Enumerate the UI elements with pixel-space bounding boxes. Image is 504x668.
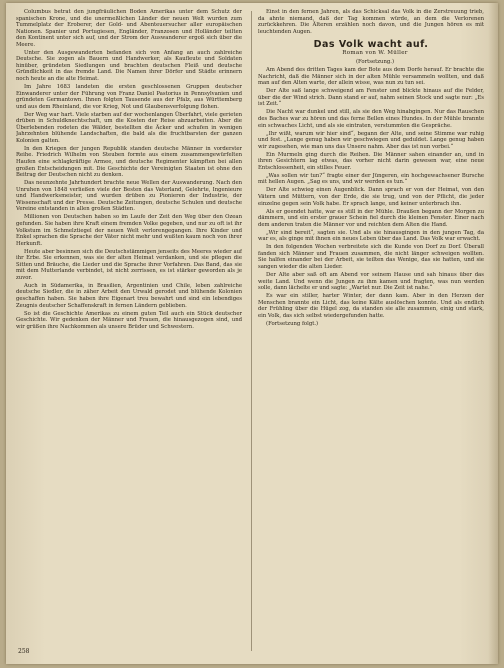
left-article-column [16, 9, 242, 649]
story-body [258, 67, 484, 327]
article-paragraph: In den Kriegen der jungen Republik standen deutsche Männer in vorderster Reihe. Friedrich Wilhelm von Steuben formte aus einem zusammengewürfelten Haufen eine schlagkräftige Armee, und deutsche Regimenter kämpften bei allen großen Entscheidungen mit. Die Geschichte der Vereinigten Staaten ist ohne den Beitrag der Deutschen nicht zu denken. [16, 145, 242, 179]
article-paragraph: Im Jahre 1683 landeten die ersten geschlossenen Gruppen deutscher Einwanderer unter der Führung von Franz Daniel Pastorius in Pennsylvanien und gründeten Germantown. Ihnen folgten Tausende aus der Pfalz, aus Württemberg und aus dem Rheinland, die vor Krieg, Not und Glaubensverfolgung flohen. [16, 84, 242, 110]
story-section-marker: (Fortsetzung.) [355, 58, 395, 65]
page-number: 258 [18, 648, 30, 655]
story-paragraph: „Was sollen wir tun?“ fragte einer der Jüngeren, ein hochgewachsener Bursche mit hellen Augen. „Sag es uns, und wir werden es tun.“ [258, 172, 484, 186]
story-title: Das Volk wacht auf. [313, 39, 429, 51]
article-paragraph: Unter den Ausgewanderten befanden sich von Anfang an auch zahlreiche Deutsche. Sie zogen als Bauern und Handwerker, als Kaufleute und Soldaten hinüber, gründeten Siedlungen und brachten deutschen Fleiß und deutsche Gründlichkeit in das fremde Land. Die Namen ihrer Dörfer und Städte erinnern noch heute an die alte Heimat. [16, 49, 242, 82]
story-paragraph: Der Alte aber saß oft am Abend vor seinem Hause und sah hinaus über das weite Land. Und wenn die Jungen zu ihm kamen und fragten, was nun werden solle, dann lächelte er und sagte: „Wartet nur. Die Zeit ist nahe.“ [258, 272, 484, 292]
story-paragraph: In den folgenden Wochen verbreitete sich die Kunde von Dorf zu Dorf. Überall fanden sich Männer und Frauen zusammen, die nicht länger schweigen wollten. Sie halfen einander bei der Arbeit, sie teilten das Wenige, das sie hatten, und sie sangen wieder die alten Lieder. [258, 244, 484, 270]
intro-paragraph: Einst in den fernen Jahren, als das Schicksal das Volk in die Zerstreuung trieb, da ahnte niemand, daß der Tag kommen würde, an dem die Verlorenen zurückkehren. Die Älteren erzählen noch davon, und die Jungen hören es mit leuchtenden Augen. [258, 9, 484, 35]
newspaper-page [6, 3, 498, 664]
story-paragraph: Am Abend des dritten Tages kam der Bote aus dem Dorfe herauf. Er brachte die Nachricht, daß die Männer sich in der alten Mühle versammeln wollten, und daß man auf den Alten warte, der allein wisse, was nun zu tun sei. [258, 67, 484, 87]
story-paragraph: Als er geendet hatte, war es still in der Mühle. Draußen begann der Morgen zu dämmern, und ein erster grauer Schein fiel durch die kleinen Fenster. Einer nach dem anderen traten die Männer vor und reichten dem Alten die Hand. [258, 208, 484, 228]
article-paragraph: Auch in Südamerika, in Brasilien, Argentinien und Chile, leben zahlreiche deutsche Siedler, die in zäher Arbeit den Urwald gerodet und blühende Kolonien geschaffen haben. Sie haben ihre Eigenart treu bewahrt und sind ein lebendiges Zeugnis deutscher Schaffenskraft in fernen Ländern geblieben. [16, 282, 242, 309]
intro-text [258, 9, 484, 35]
article-paragraph: Millionen von Deutschen haben so im Laufe der Zeit den Weg über den Ozean gefunden. Sie haben ihre Kraft einem fremden Volke gegeben, und nur zu oft ist ihr Volkstum im Schmelztiegel der neuen Welt verlorengegangen. Ihre Kinder und Enkel sprachen die Sprache der Väter nicht mehr und wußten kaum noch von ihrer Herkunft. [16, 214, 242, 247]
story-paragraph: (Fortsetzung folgt.) [266, 320, 319, 327]
right-column [258, 9, 484, 649]
story-paragraph: Der Alte schwieg einen Augenblick. Dann sprach er von der Heimat, von den Vätern und Müttern, von der Erde, die sie trug, und von der Pflicht, die jeder einzelne gegen sein Volk habe. Er sprach lange, und keiner unterbrach ihn. [258, 187, 484, 207]
page-edge-shading [488, 3, 498, 664]
article-paragraph: Das neunzehnte Jahrhundert brachte neue Wellen der Auswanderung. Nach den Unruhen von 1848 verließen viele der Besten das Vaterland, Gelehrte, Ingenieure und Handwerksmeister, und wurden drüben zu Pionieren der Industrie, der Wissenschaft und der Presse. Deutsche Zeitungen, deutsche Schulen und deutsche Vereine entstanden in allen großen Städten. [16, 180, 242, 213]
column-divider [251, 11, 252, 651]
article-paragraph: Columbus betrat den jungfräulichen Boden Amerikas unter dem Schutz der spanischen Krone, und die unermeßlichen Länder der neuen Welt wurden zum Tummelplatz der Eroberer, der Gold- und Abenteuersucher aller europäischen Nationen. Spanier und Portugiesen, Engländer, Franzosen und Holländer teilten den Kontinent unter sich auf, und der Strom der Auswanderer ergoß sich über die Meere. [16, 9, 242, 48]
story-paragraph: Die Nacht war dunkel und still, als sie den Weg hinabgingen. Nur das Rauschen des Baches war zu hören und das ferne Bellen eines Hundes. In der Mühle brannte ein schwaches Licht, und als sie eintraten, verstummten die Gespräche. [258, 109, 484, 129]
story-byline: Roman von W. Müller [342, 50, 408, 57]
article-paragraph: So ist die Geschichte Amerikas zu einem guten Teil auch ein Stück deutscher Geschichte. Wir gedenken der Männer und Frauen, die hinausgezogen sind, und wir grüßen ihre Nachkommen als unsere Brüder und Schwestern. [16, 310, 242, 330]
story-paragraph: „Wir sind bereit“, sagten sie. Und als sie hinausgingen in den jungen Tag, da war es, als ginge mit ihnen ein neues Leben über das Land. Das Volk war erwacht. [258, 229, 484, 243]
story-paragraph: Es war ein stiller, harter Winter, der dann kam. Aber in den Herzen der Menschen brannte ein Licht, das keine Kälte auslöschen konnte. Und als endlich der Frühling über die Hügel zog, da standen sie alle zusammen, einig und stark, ein Volk, das sich selbst wiedergefunden hatte. [258, 293, 484, 319]
story-paragraph: „Ihr wißt, warum wir hier sind“, begann der Alte, und seine Stimme war ruhig und fest. „Lange genug haben wir geschwiegen und geduldet. Lange genug haben wir zugesehen, wie man uns das Unsere nahm. Aber das ist nun vorbei.“ [258, 130, 484, 150]
story-paragraph: Ein Murmeln ging durch die Reihen. Die Männer sahen einander an, und in ihren Gesichtern lag etwas, das vorher nicht darin gewesen war, eine neue Entschlossenheit, ein stilles Feuer. [258, 151, 484, 171]
article-paragraph: Der Weg war hart. Viele starben auf der wochenlangen Überfahrt, viele gerieten drüben in Schuldknechtschaft, um die Kosten der Reise abzuarbeiten. Aber die Überlebenden rodeten die Wälder, bestellten die Äcker und schufen in wenigen Jahrzehnten blühende Landschaften, die bald als die fruchtbarsten der ganzen Kolonien galten. [16, 111, 242, 144]
story-paragraph: Der Alte saß lange schweigend am Fenster und blickte hinaus auf die Felder, über die der Wind strich. Dann stand er auf, nahm seinen Stock und sagte nur: „Es ist Zeit.“ [258, 88, 484, 108]
left-article-body [16, 9, 242, 330]
article-paragraph: Heute aber besinnen sich die Deutschstämmigen jenseits des Meeres wieder auf ihr Erbe. Sie erkennen, was sie der alten Heimat verdanken, und sie pflegen die Sitten und Bräuche, die Lieder und die Sprache ihrer Vorfahren. Das Band, das sie mit dem Mutterlande verbindet, ist nicht zerrissen, es ist stärker geworden als je zuvor. [16, 248, 242, 281]
